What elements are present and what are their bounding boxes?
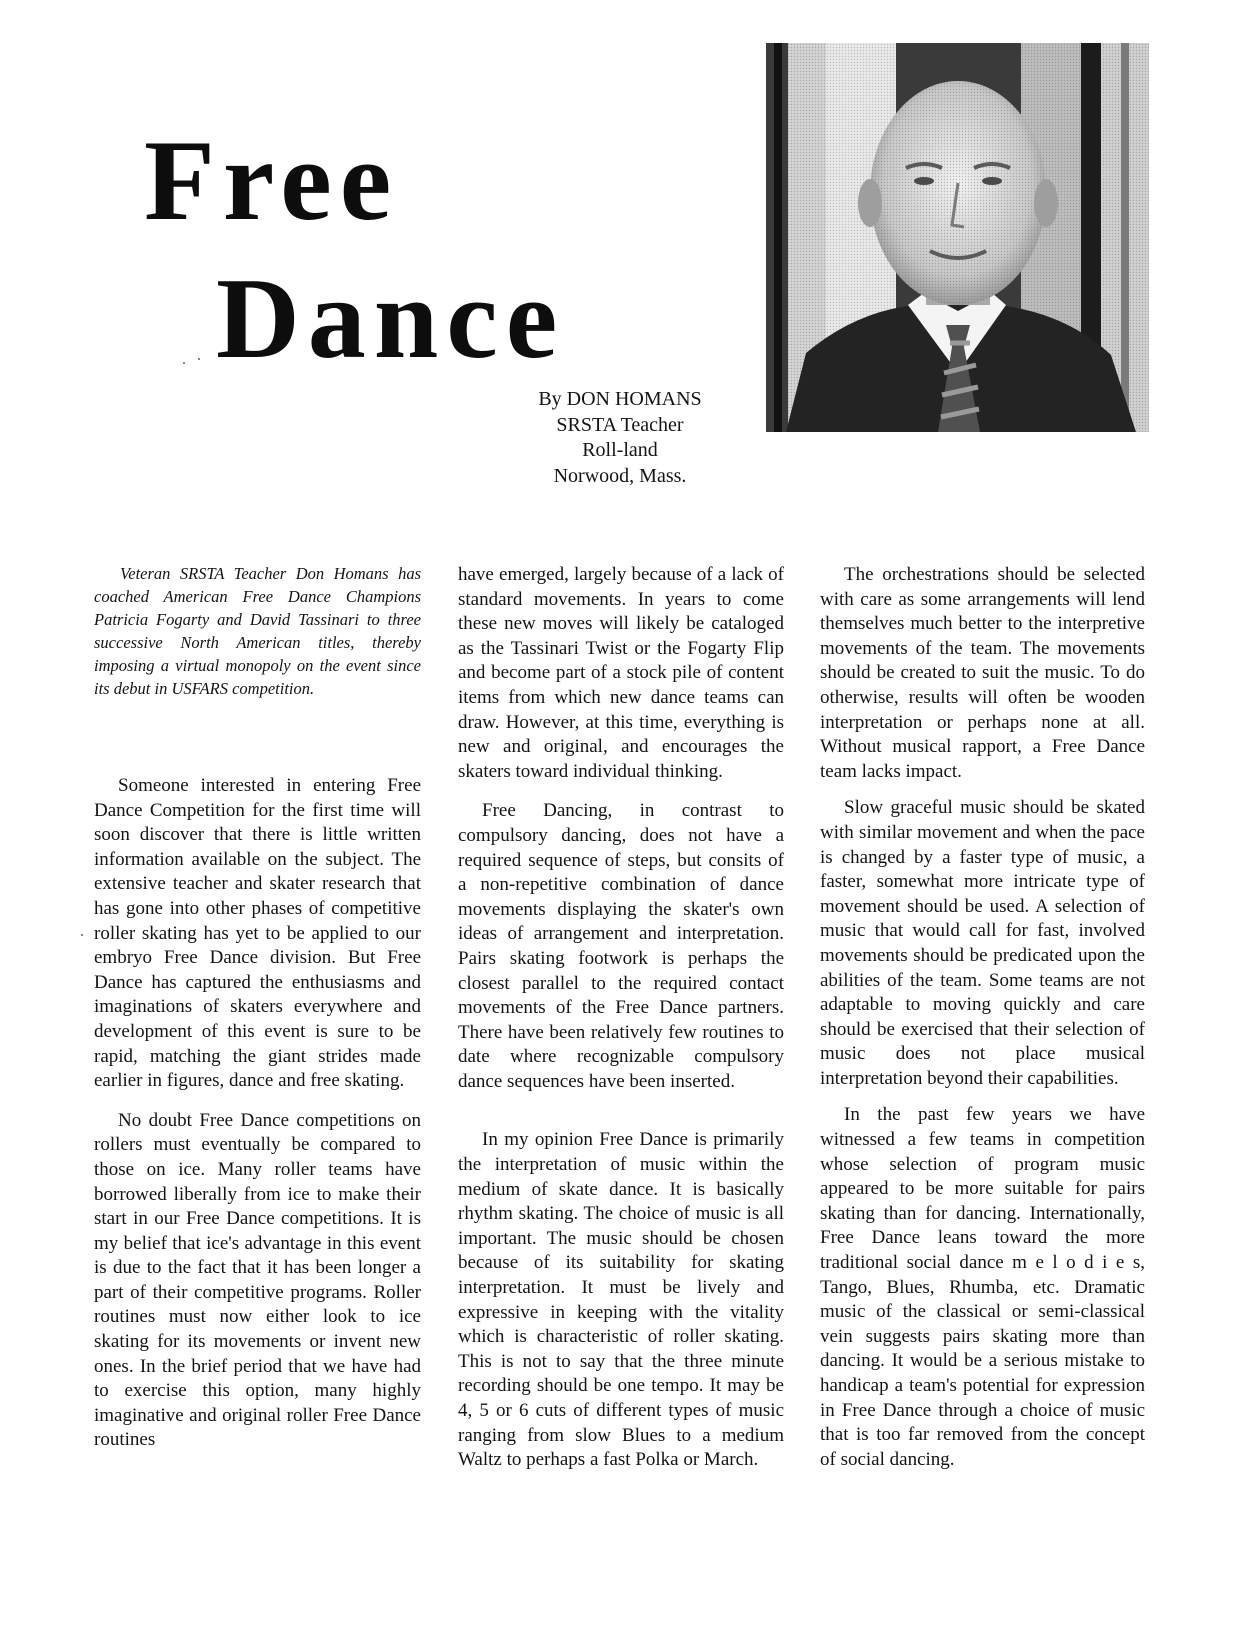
author-photo — [766, 43, 1149, 432]
body-paragraph: Free Dancing, in contrast to compulsory dancing, does not have a required sequence of steps, but consits of a non-repetitive combination of dance movements displaying the skater's own ideas of arrangement and interpretation. Pairs skating footwork is perhaps the closest parallel to the required contact movements of the Free Dance partners. There have been relatively few routines to date where recognizable compulsory dance sequences have been inserted. — [458, 800, 784, 1092]
body-paragraph: Slow graceful music should be skated with similar movement and when the pace is changed by a faster type of music, a faster, somewhat more intricate type of movement should be used. A selection of music that would call for fast, involved movements should be predicated upon the abilities of the team. Some teams are not adaptable to moving quickly and care should be exercised that their selection of music does not place musical interpretation beyond their capabilities. — [820, 797, 1145, 1089]
body-paragraph: The orchestrations should be selected with care as some arrangements will lend themselves much better to the interpretive movements of the team. The movements should be created to suit the music. To do otherwise, results will often be wooden interpretation or perhaps none at all. Without musical rapport, a Free Dance team lacks impact. — [820, 564, 1145, 782]
body-paragraph: Someone interested in entering Free Dance Competition for the first time will soon discover that there is little written information available on the subject. The extensive teacher and skater research that has gone into other phases of competitive roller skating has yet to be applied to our embryo Free Dance division. But Free Dance has captured the enthusiasms and imaginations of skaters everywhere and development of this event is sure to be rapid, matching the giant strides made earlier in figures, dance and free skating. — [94, 775, 421, 1092]
column-1 — [94, 562, 421, 1453]
byline-location: Norwood, Mass. — [553, 464, 687, 487]
body-paragraph: have emerged, largely because of a lack of standard movements. In years to come these new moves will likely be cataloged as the Tassinari Twist or the Fogarty Flip and become part of a stock pile of content items from which new dance teams can draw. However, at this time, everything is new and original, and encourages the skaters toward individual thinking. — [458, 564, 784, 782]
print-speck — [81, 934, 83, 936]
byline-rink: Roll-land — [582, 439, 658, 461]
byline-role: SRSTA Teacher — [556, 413, 684, 436]
title-line-2: Dance — [216, 255, 566, 383]
print-speck — [183, 362, 185, 364]
body-paragraph: In my opinion Free Dance is primarily the interpretation of music within the medium of skate dance. It is basically rhythm skating. The choice of music is all important. The music should be chosen because of its suitability for skating interpretation. It must be lively and expressive in keeping with the vitality which is characteristic of roller skating. This is not to say that the three minute recording should be one tempo. It may be 4, 5 or 6 cuts of different types of music ranging from slow Blues to a medium Waltz to perhaps a fast Polka or March. — [458, 1129, 784, 1471]
column-3 — [820, 563, 1145, 1472]
body-paragraph: In the past few years we have witnessed a few teams in competition whose selection of program music appeared to be more suitable for pairs skating than for dancing. Internationally, Free Dance leans toward the more traditional social dance m e l o d i e s, Tango, Blues, Rhumba, etc. Dramatic music of the classical or semi-classical vein suggests pairs skating more than dancing. It would be a serious mistake to handicap a team's potential for expression in Free Dance through a choice of music that is too far removed from the concept of social dancing. — [820, 1104, 1145, 1470]
title-line-1: Free — [144, 117, 400, 245]
intro-blurb — [94, 562, 421, 700]
column-2 — [458, 563, 784, 1473]
body-paragraph: No doubt Free Dance competitions on rollers must eventually be compared to those on ice. Many roller teams have borrowed liberally from ice to make their start in our Free Dance competitions. It is my belief that ice's advantage in this event is due to the fact that it has been longer a part of their competitive programs. Roller routines must now either look to ice skating for its movements or invent new ones. In the brief period that we have had to exercise this option, many highly imaginative and original roller Free Dance routines — [94, 1109, 421, 1451]
author-portrait-image — [766, 43, 1149, 432]
intro-paragraph: Veteran SRSTA Teacher Don Homans has coached American Free Dance Champions Patricia Fogarty and David Tassinari to three successive North American titles, thereby imposing a virtual monopoly on the event since its debut in USFARS competition. — [94, 564, 421, 698]
byline-author: By DON HOMANS — [538, 388, 702, 410]
byline — [510, 387, 730, 489]
print-speck — [198, 358, 200, 360]
